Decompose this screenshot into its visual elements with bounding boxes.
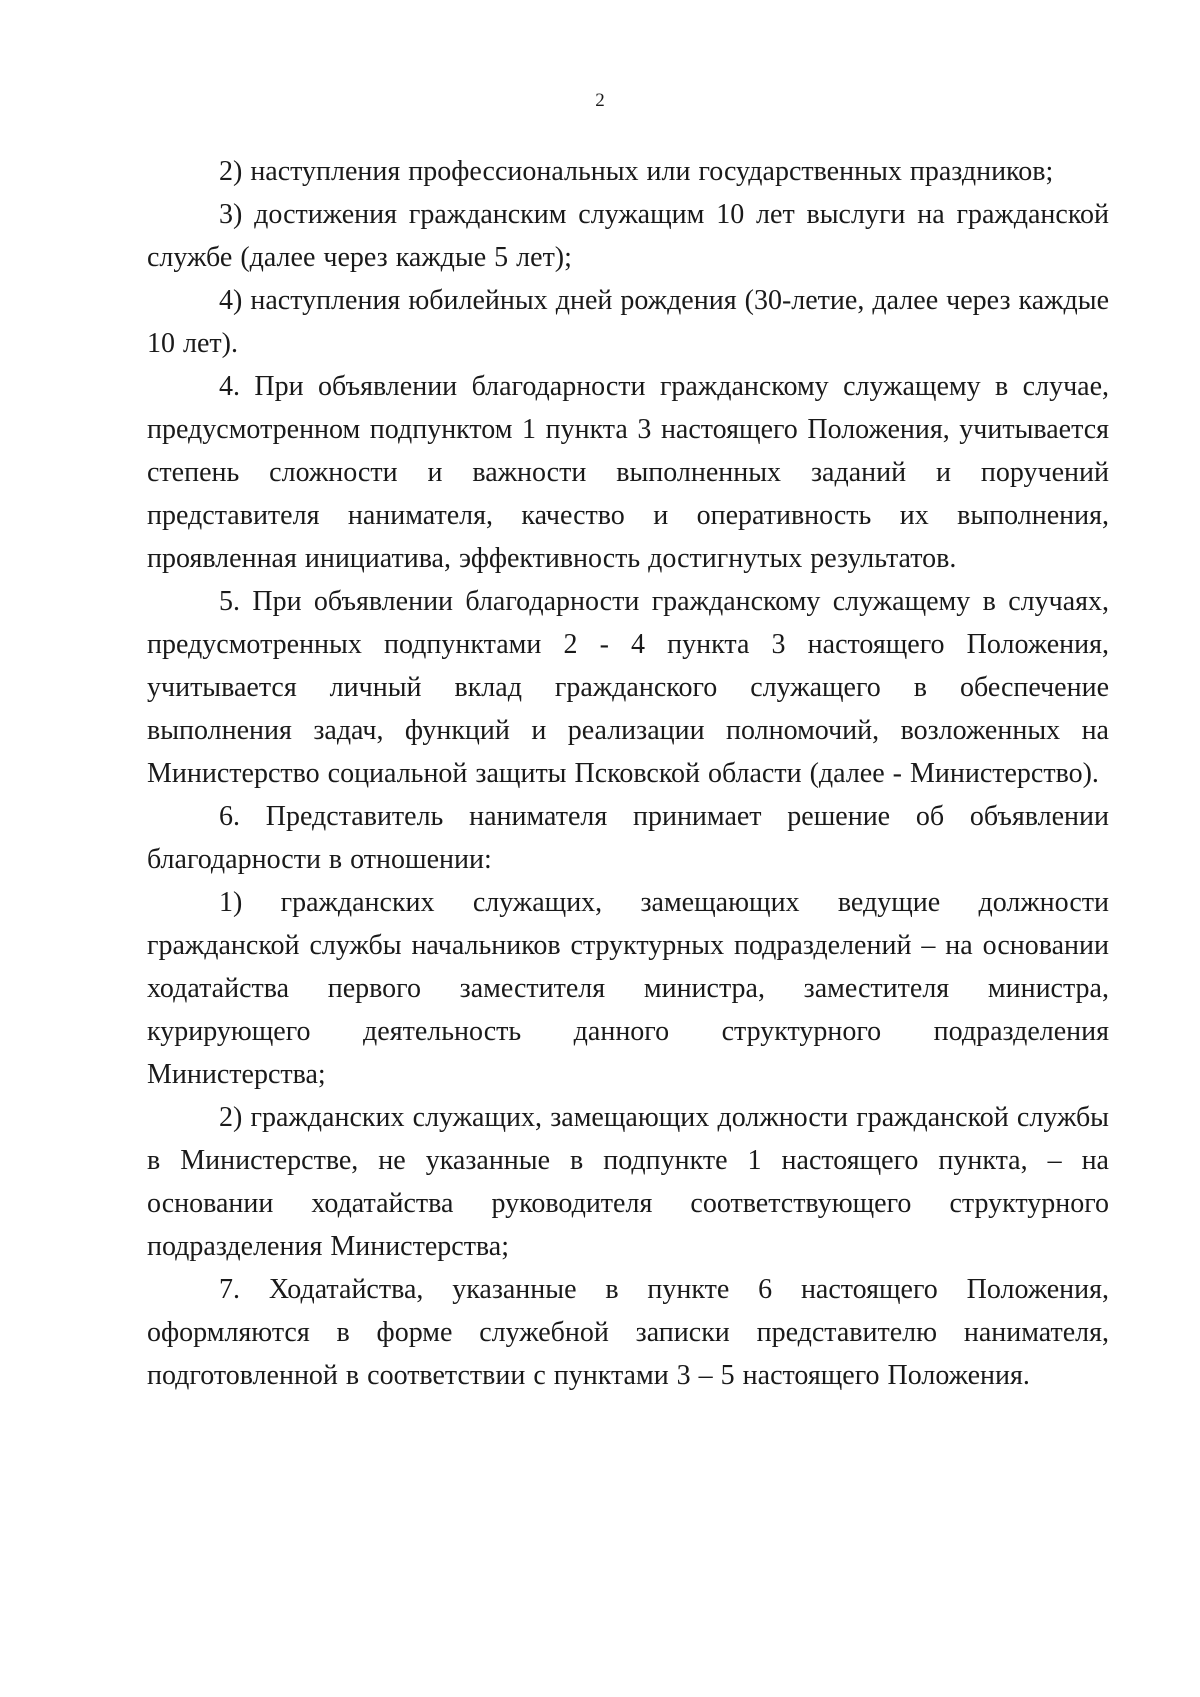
paragraph-item-6: 6. Представитель нанимателя принимает решение об объявлении благодарности в отношении: bbox=[147, 801, 1109, 875]
document-body bbox=[147, 150, 1109, 1397]
paragraph-item-4: 4. При объявлении благодарности гражданскому служащему в случае, предусмотренном подпунктом 1 пункта 3 настоящего Положения, учитывается степень сложности и важности выполненных заданий и поручений представителя нанимателя, качество и оперативность их выполнения, проявленная инициатива, эффективность достигнутых результатов. bbox=[147, 371, 1109, 574]
paragraph-item-7: 7. Ходатайства, указанные в пункте 6 настоящего Положения, оформляются в форме служебной записки представителю нанимателя, подготовленной в соответствии с пунктами 3 – 5 настоящего Положения. bbox=[147, 1274, 1109, 1391]
paragraph-subitem-3: 3) достижения гражданским служащим 10 лет выслуги на гражданской службе (далее через каждые 5 лет); bbox=[147, 199, 1109, 273]
paragraph-item-6-subitem-1: 1) гражданских служащих, замещающих ведущие должности гражданской службы начальников структурных подразделений – на основании ходатайства первого заместителя министра, заместителя министра, курирующего деятельность данного структурного подразделения Министерства; bbox=[147, 887, 1109, 1090]
paragraph-subitem-2: 2) наступления профессиональных или государственных праздников; bbox=[219, 156, 1054, 187]
paragraph-item-5: 5. При объявлении благодарности гражданскому служащему в случаях, предусмотренных подпунктами 2 - 4 пункта 3 настоящего Положения, учитывается личный вклад гражданского служащего в обеспечение выполнения задач, функций и реализации полномочий, возложенных на Министерство социальной защиты Псковской области (далее - Министерство). bbox=[147, 586, 1109, 789]
paragraph-item-6-subitem-2: 2) гражданских служащих, замещающих должности гражданской службы в Министерстве, не указанные в подпункте 1 настоящего пункта, – на основании ходатайства руководителя соответствующего структурного подразделения Министерства; bbox=[147, 1102, 1109, 1262]
paragraph-subitem-4: 4) наступления юбилейных дней рождения (30-летие, далее через каждые 10 лет). bbox=[147, 285, 1109, 359]
page-number: 2 bbox=[595, 90, 605, 111]
